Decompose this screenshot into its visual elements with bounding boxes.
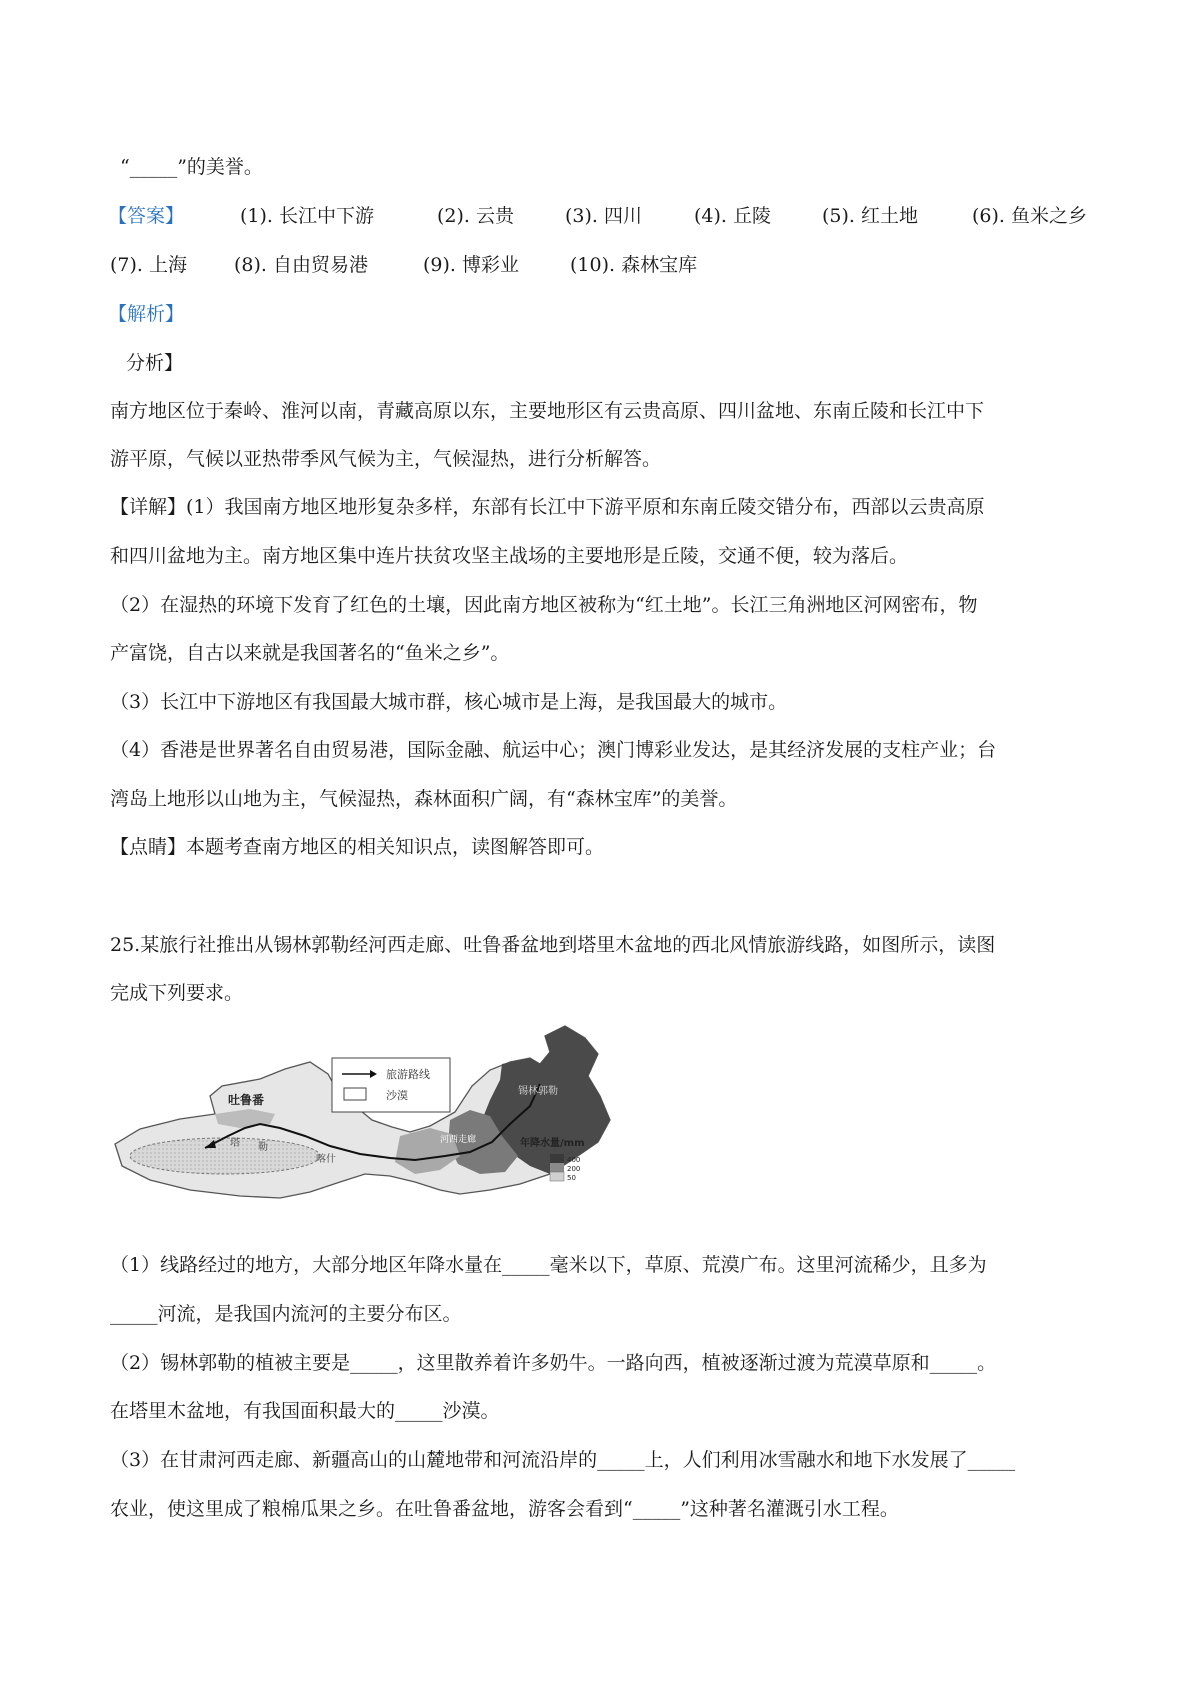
label-hexi-corridor: 河西走廊	[440, 1135, 477, 1145]
analysis-line-10: 【点睛】本题考查南方地区的相关知识点，读图解答即可。	[110, 836, 605, 858]
label-xilin-gol: 锡林郭勒	[518, 1086, 558, 1097]
answer-item-6: (6). 鱼米之乡	[972, 205, 1087, 227]
analysis-line-9: 湾岛上地形以山地为主，气候湿热，森林面积广阔，有“森林宝库”的美誉。	[110, 788, 738, 810]
route-map	[110, 1024, 650, 1200]
subquestion-line-3: （2）锡林郭勒的植被主要是_____，这里散养着许多奶牛。一路向西，植被逐渐过渡为荒漠草原和_____。	[110, 1352, 997, 1374]
route-map-figure	[110, 1024, 650, 1200]
answer-item-5: (5). 红土地	[822, 205, 918, 227]
intro-line: “_____”的美誉。	[120, 156, 263, 178]
legend-route-label: 旅游路线	[386, 1068, 430, 1081]
answer-item-9: (9). 博彩业	[423, 254, 519, 276]
label-turpan: 吐鲁番	[228, 1093, 265, 1107]
legend-desert-label: 沙漠	[386, 1089, 408, 1102]
subquestion-line-6: 农业，使这里成了粮棉瓜果之乡。在吐鲁番盆地，游客会看到“_____”这种著名灌溉引水工程。	[110, 1498, 899, 1520]
precip-legend-title: 年降水量/mm	[520, 1138, 585, 1149]
answer-item-7: (7). 上海	[110, 254, 187, 276]
precip-value-2: 200	[567, 1165, 581, 1173]
label-kashi: 喀什	[316, 1154, 336, 1165]
analysis-sub-label: 分析】	[126, 352, 184, 374]
legend-desert-symbol	[344, 1088, 366, 1100]
taklimakan-desert	[130, 1138, 320, 1174]
precip-swatch-2	[550, 1163, 564, 1172]
answer-label: 【答案】	[108, 205, 185, 227]
analysis-line-1: 南方地区位于秦岭、淮河以南，青藏高原以东，主要地形区有云贵高原、四川盆地、东南丘陵和长江中下	[110, 400, 985, 422]
answer-item-10: (10). 森林宝库	[570, 254, 698, 276]
precip-value-1: 400	[567, 1156, 581, 1164]
analysis-line-6: 产富饶，自古以来就是我国著名的“鱼米之乡”。	[110, 642, 510, 664]
subquestion-line-4: 在塔里木盆地，有我国面积最大的_____沙漠。	[110, 1400, 500, 1422]
answer-item-8: (8). 自由贸易港	[234, 254, 368, 276]
precip-swatch-3	[550, 1172, 564, 1181]
answer-item-2: (2). 云贵	[437, 205, 514, 227]
precip-value-3: 50	[567, 1174, 576, 1182]
question-25-stem-1: 25.某旅行社推出从锡林郭勒经河西走廊、吐鲁番盆地到塔里木盆地的西北风情旅游线路，如图所示，读图	[110, 934, 996, 956]
legend-box	[332, 1058, 450, 1112]
analysis-line-7: （3）长江中下游地区有我国最大城市群，核心城市是上海，是我国最大的城市。	[110, 691, 788, 713]
analysis-line-8: （4）香港是世界著名自由贸易港，国际金融、航运中心；澳门博彩业发达，是其经济发展的支柱产业；台	[110, 739, 997, 761]
label-tarim: 塔	[230, 1138, 240, 1149]
analysis-line-3: 【详解】(1）我国南方地区地形复杂多样，东部有长江中下游平原和东南丘陵交错分布，西部以云贵高原	[110, 496, 985, 518]
label-tarim-2: 勒	[258, 1142, 268, 1153]
answer-item-3: (3). 四川	[565, 205, 642, 227]
answer-item-4: (4). 丘陵	[694, 205, 771, 227]
analysis-line-2: 游平原，气候以亚热带季风气候为主，气候湿热，进行分析解答。	[110, 448, 662, 470]
subquestion-line-5: （3）在甘肃河西走廊、新疆高山的山麓地带和河流沿岸的_____上，人们利用冰雪融水和地下水发展了_____	[110, 1449, 1016, 1471]
question-25-stem-2: 完成下列要求。	[110, 982, 244, 1004]
subquestion-line-2: _____河流，是我国内流河的主要分布区。	[110, 1303, 462, 1325]
subquestion-line-1: （1）线路经过的地方，大部分地区年降水量在_____毫米以下，草原、荒漠广布。这里河流稀少，且多为	[110, 1254, 987, 1276]
answer-item-1: (1). 长江中下游	[240, 205, 374, 227]
analysis-line-5: （2）在湿热的环境下发育了红色的土壤，因此南方地区被称为“红土地”。长江三角洲地区河网密布，物	[110, 594, 978, 616]
analysis-line-4: 和四川盆地为主。南方地区集中连片扶贫攻坚主战场的主要地形是丘陵，交通不便，较为落后。	[110, 545, 909, 567]
analysis-label: 【解析】	[108, 303, 185, 325]
precip-swatch-1	[550, 1154, 564, 1163]
